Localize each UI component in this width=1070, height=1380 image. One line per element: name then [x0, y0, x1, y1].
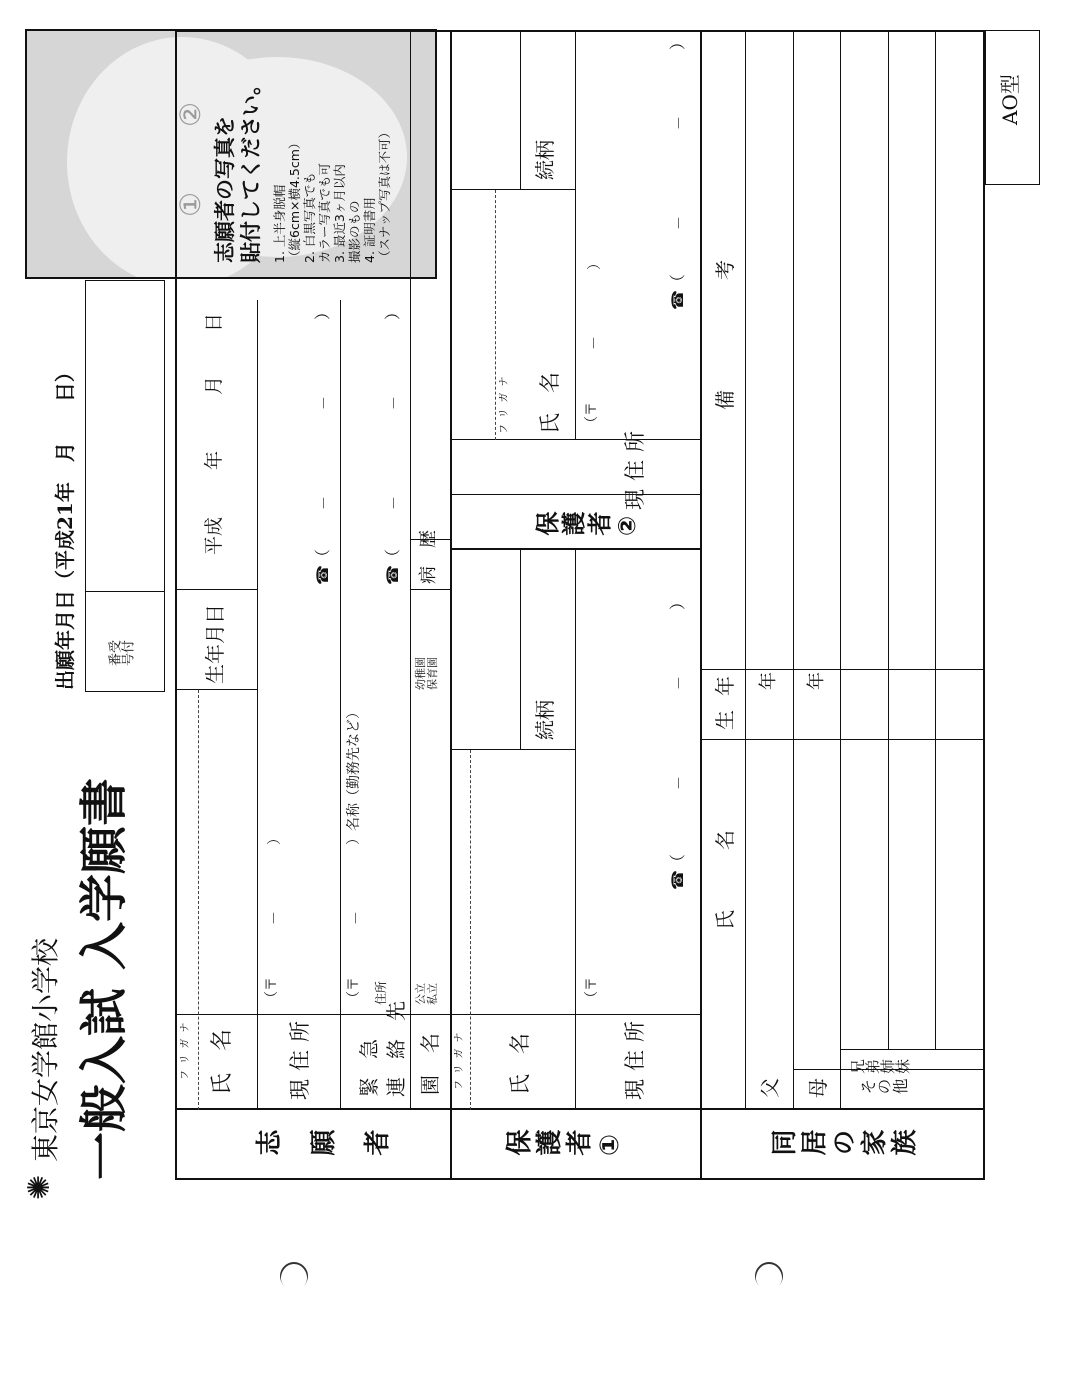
guardian1-name-field[interactable]: [472, 752, 572, 1014]
emergency-address-note: 住所: [374, 980, 388, 1005]
family-siblings-label: 兄弟姉妹: [850, 1058, 910, 1076]
guardian2-phone-close: ）: [668, 33, 687, 50]
medical-history-text: 病歴: [418, 512, 439, 584]
photo-rule-2: 2. 白黒写真でも カラー写真でも可: [302, 162, 332, 263]
guardian2-phone-dash-2: －: [672, 116, 688, 130]
reception-number-label: 受付 番号: [108, 641, 134, 669]
applicant-phone-close: ）: [313, 303, 332, 320]
guardian2-relation-label: 続柄: [533, 140, 557, 180]
applicant-postal-dash: －: [267, 911, 283, 925]
family-col-name: 氏名: [713, 770, 737, 930]
reception-number-box[interactable]: [85, 280, 165, 692]
family-row-mother-year: 年: [806, 672, 827, 690]
family-row-father: 父: [758, 1078, 782, 1098]
applicant-postal-close: ）: [267, 831, 283, 845]
form-title-sub: 入学願書: [76, 777, 132, 970]
type-label: AO型: [998, 74, 1022, 125]
applicant-furigana-label: フリガナ: [180, 1016, 191, 1080]
guardian2-address-label: 現住所: [623, 423, 647, 510]
emergency-postal-dash: －: [349, 911, 365, 925]
kindergarten-name-label: 園名: [418, 1011, 442, 1095]
applicant-phone-prefix: ☎（: [313, 549, 332, 585]
emergency-phone-prefix: ☎（: [383, 549, 402, 585]
guardian1-relation-field[interactable]: [452, 552, 518, 748]
family-col-notes: 備考: [713, 150, 737, 410]
guardian1-name-label: 氏名: [508, 1013, 532, 1095]
guardian2-name-label: 氏名: [538, 352, 562, 434]
guardian1-section-label: 保護者①: [505, 1130, 629, 1160]
school-crest-icon: ✺: [22, 1174, 57, 1200]
applicant-phone-dash-2: －: [317, 396, 333, 410]
birthdate-day-label: 日: [203, 312, 225, 332]
family-mother-name-field[interactable]: [795, 742, 839, 1068]
guardian2-postal-close: ）: [587, 256, 603, 270]
form-title-main: 一般入試: [76, 987, 132, 1180]
applicant-phone-dash-1: －: [317, 496, 333, 510]
guardian2-phone-dash-1: －: [672, 216, 688, 230]
photo-rule-1: 1. 上半身脱帽 （縦6cm×横4.5cm）: [272, 136, 302, 263]
guardian2-name-field[interactable]: [498, 192, 573, 380]
guardian1-relation-label: 続柄: [533, 700, 557, 740]
applicant-postal-prefix: （〒: [264, 977, 280, 1005]
guardian1-phone-dash-2: －: [672, 676, 688, 690]
applicant-name-label: 氏名: [210, 1006, 235, 1095]
photo-marker-2: ②: [174, 101, 207, 127]
birthdate-year-label: 年: [203, 450, 225, 470]
guardian2-postal-dash: －: [587, 336, 603, 350]
applicant-address-label: 現住所: [288, 1013, 312, 1100]
family-row-father-year: 年: [758, 672, 779, 690]
kindergarten-type-public-private: 公立 私立: [414, 983, 440, 1005]
guardian1-phone-dash-1: －: [672, 776, 688, 790]
punch-hole-bottom: [749, 1256, 789, 1296]
applicant-name-field[interactable]: [200, 692, 256, 1014]
application-date-label: 出願年月日（平成21年 月 日）: [53, 362, 77, 690]
guardian2-relation-field[interactable]: [452, 32, 518, 188]
emergency-phone-close: ）: [383, 303, 402, 320]
guardian1-phone-prefix: ☎（: [668, 854, 687, 890]
guardian2-phone-prefix: ☎（: [668, 274, 687, 310]
emergency-phone-dash-2: －: [387, 396, 403, 410]
birthdate-label: 生年月日: [203, 604, 227, 684]
photo-rule-3: 3. 最近3ヶ月以内 撮影のもの: [332, 164, 362, 263]
family-section-label: 同居の家族: [770, 1130, 920, 1160]
medical-history-field[interactable]: [412, 32, 448, 538]
form-title: [76, 777, 132, 1180]
kindergarten-name-field[interactable]: [412, 702, 448, 982]
photo-instruction: 志願者の写真を 貼付してください。: [213, 74, 264, 263]
birthdate-field[interactable]: [200, 310, 250, 520]
guardian1-phone-close: ）: [668, 593, 687, 610]
applicant-address-field[interactable]: [262, 302, 338, 1014]
family-col-birth-year: 生年: [713, 662, 737, 730]
guardian2-furigana-label: フリガナ: [499, 370, 510, 434]
emergency-contact-field[interactable]: [342, 302, 408, 1014]
emergency-postal-prefix: （〒: [346, 977, 362, 1005]
family-other-label: その他: [860, 1078, 908, 1097]
emergency-note: ）名称（勤務先など）: [346, 705, 362, 845]
birthdate-month-label: 月: [203, 375, 225, 395]
guardian2-postal-prefix: （〒: [584, 402, 600, 430]
guardian1-furigana-label: フリガナ: [454, 1026, 465, 1090]
guardian2-section-label: 保護者②: [535, 512, 643, 540]
guardian1-postal-prefix: （〒: [584, 977, 600, 1005]
guardian1-address-label: 現住所: [623, 1013, 647, 1100]
photo-rule-4: 4. 証明書用 （スナップ写真は不可）: [362, 125, 392, 263]
family-father-name-field[interactable]: [747, 742, 791, 1068]
emergency-contact-label: 緊急 連絡先: [357, 983, 408, 1097]
family-row-mother: 母: [806, 1078, 830, 1098]
emergency-phone-dash-1: －: [387, 496, 403, 510]
school-name: 東京女学館小学校: [29, 937, 62, 1162]
punch-hole-top: [274, 1256, 314, 1296]
applicant-section-label: 志願者: [255, 1130, 417, 1160]
photo-marker-1: ①: [174, 191, 207, 217]
family-others-field[interactable]: [842, 32, 982, 1048]
kindergarten-type-label: 幼稚園 保育園: [414, 657, 440, 690]
guardian1-address-field[interactable]: [578, 552, 698, 1014]
birthdate-era: 平成: [203, 516, 225, 555]
guardian2-address-field[interactable]: [578, 32, 698, 438]
